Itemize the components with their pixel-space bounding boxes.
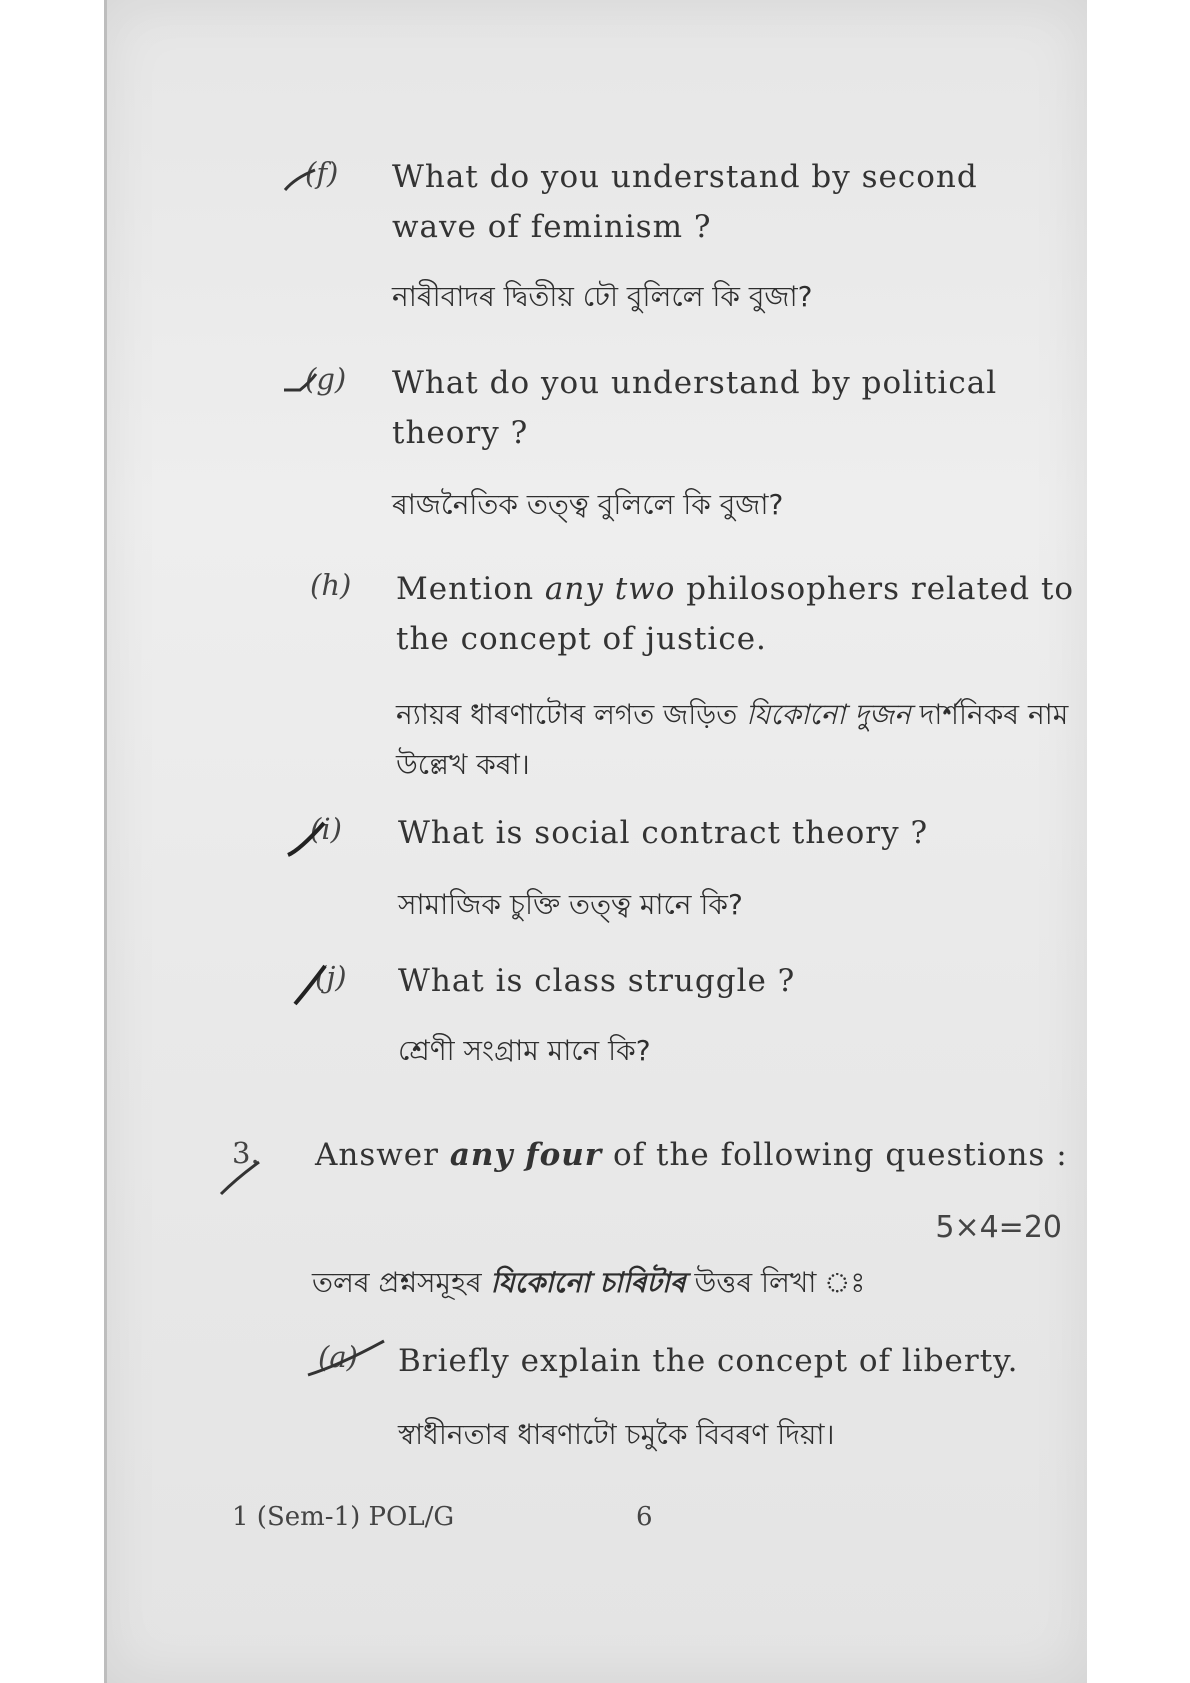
section-3-marks: 5×4=20 <box>935 1210 1062 1245</box>
question-i-label: (i) <box>310 812 342 846</box>
question-j-label: (j) <box>315 960 347 994</box>
handwritten-tick-f <box>280 160 320 200</box>
question-h-english <box>396 564 1076 664</box>
question-3a-assamese: স্বাধীনতাৰ ধাৰণাটো চমুকৈ বিবৰণ দিয়া। <box>398 1418 835 1451</box>
section-3-instruction-emphasis: any four <box>449 1137 603 1173</box>
question-h-assamese <box>396 690 1076 790</box>
question-h-english-emphasis: any two <box>544 571 676 607</box>
handwritten-tick-i <box>280 815 330 865</box>
question-h-english-post: philosophers related to the concept of justice. <box>396 571 1075 657</box>
section-3-instruction-post: of the following questions : <box>613 1137 1068 1173</box>
question-h-label: (h) <box>310 568 352 602</box>
section-3-number: 3. <box>232 1136 260 1170</box>
section-3-assamese-pre: তলৰ প্ৰশ্নসমূহৰ <box>312 1266 482 1299</box>
page-edge <box>104 0 107 1683</box>
question-j-english: What is class struggle ? <box>398 963 796 999</box>
section-3-assamese-instruction <box>312 1258 1072 1308</box>
section-3-assamese-post: উত্তৰ লিখা ঃ <box>694 1266 866 1299</box>
question-f-assamese: নাৰীবাদৰ দ্বিতীয় ঢৌ বুলিলে কি বুজা? <box>392 280 813 313</box>
section-3-instruction <box>315 1130 1075 1180</box>
handwritten-tick-3 <box>215 1150 265 1200</box>
question-3a-english: Briefly explain the concept of liberty. <box>398 1343 1019 1379</box>
question-g-label: (g) <box>305 362 347 396</box>
handwritten-tick-g <box>280 370 320 400</box>
handwritten-tick-j <box>285 960 335 1010</box>
question-i-assamese: সামাজিক চুক্তি তত্ত্ব মানে কি? <box>398 888 743 921</box>
question-h-english-pre: Mention <box>396 571 535 607</box>
question-f-english: What do you understand by second wave of feminism ? <box>392 159 978 245</box>
section-3-instruction-pre: Answer <box>315 1137 439 1173</box>
footer-page-number: 6 <box>636 1502 653 1532</box>
question-g-english: What do you understand by political theory ? <box>392 365 998 451</box>
question-i-english: What is social contract theory ? <box>398 815 929 851</box>
question-h-assamese-pre: ন্যায়ৰ ধাৰণাটোৰ লগত জড়িত <box>396 698 738 731</box>
question-f-label: (f) <box>305 156 339 190</box>
question-j-assamese: শ্ৰেণী সংগ্ৰাম মানে কি? <box>398 1034 651 1067</box>
question-h-assamese-emphasis: যিকোনো দুজন <box>746 698 911 731</box>
question-3a-label: (a) <box>318 1340 358 1374</box>
footer-paper-code: 1 (Sem-1) POL/G <box>232 1502 455 1532</box>
section-3-assamese-emphasis: যিকোনো চাৰিটাৰ <box>490 1266 686 1299</box>
question-h-assamese-post: দাৰ্শনিকৰ নাম উল্লেখ কৰা। <box>396 698 1069 781</box>
question-g-assamese: ৰাজনৈতিক তত্ত্ব বুলিলে কি বুজা? <box>392 488 784 521</box>
handwritten-tick-3a <box>300 1335 390 1385</box>
